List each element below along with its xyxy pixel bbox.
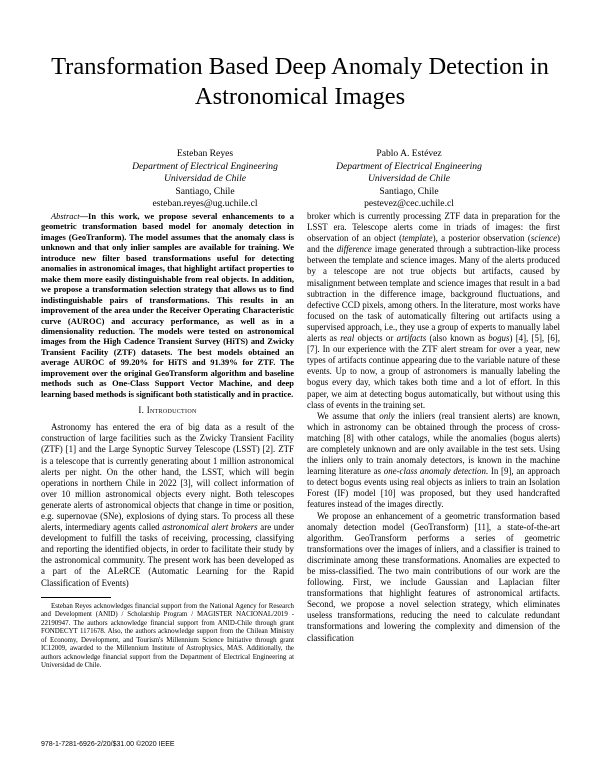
author-city: Santiago, Chile (175, 185, 235, 197)
abstract-label: Abstract (51, 211, 80, 221)
body-paragraph: We assume that only the inliers (real transient alerts) are known, which in astronomy can be obtained through the process of cross-matching [8] with other catalogs, while the anomalies (bogus alerts) are completely unknown and are only available in the test sets. Using the inliers only to train anomaly detectors, is known in the machine learning literature as one-class anomaly detection. In [9], an approach to detect bogus events using real objects as inliers to train an Isolation Forest (IF) model [10] was proposed, but they used handcrafted features instead of the images directly. (307, 410, 561, 510)
footnote-rule (41, 597, 111, 598)
author-name: Esteban Reyes (176, 148, 234, 159)
paper-title: Transformation Based Deep Anomaly Detection in Astronomical Images (51, 53, 549, 110)
abstract (41, 211, 294, 399)
right-column (307, 211, 560, 644)
author-block-1 (105, 148, 305, 211)
author-university: Universidad de Chile (163, 173, 247, 185)
abstract-text: —In this work, we propose several enhancements to a geometric transformation based model for anomaly detection in images (GeoTranform). The model assumes that the anomaly class is unknown and that only inlier samples are available for training. We introduce new filter based transformations useful for detecting anomalies in astronomical images, that highlight artifact properties to make them more easily distinguishable from real objects. In addition, we propose a transformation selection strategy that allows us to find indistinguishable pairs of transformations. This results in an improvement of the area under the Receiver Operating Characteristic curve (AUROC) and accuracy performance, as well as in a dimensionality reduction. The models were tested on astronomical images from the High Cadence Transient Survey (HiTS) and Zwicky Transient Facility (ZTF) datasets. The best models obtained an average AUROC of 99.20% for HiTS and 91.39% for ZTF. The improvement over the original GeoTransform algorithm and baseline methods such as One-Class Support Vector Machine, and deep learning based methods is significant both statistically and in practice. (41, 211, 294, 399)
author-block-2 (309, 148, 509, 211)
isbn-footer: 978-1-7281-6926-2/20/$31.00 ©2020 IEEE (41, 741, 175, 748)
author-university: Universidad de Chile (367, 173, 451, 185)
author-department: Department of Electrical Engineering (336, 160, 482, 172)
author-email: pestevez@cec.uchile.cl (364, 198, 454, 210)
author-email: esteban.reyes@ug.uchile.cl (152, 198, 258, 210)
intro-paragraph: Astronomy has entered the era of big data as a result of the construction of large facilities such as the Zwicky Transient Facility (ZTF) [1] and the Large Synoptic Survey Telescope (LSST) [2]. ZTF is a telescope that is currently generating about 1 million astronomical alerts per night. On the other hand, the LSST, which will begin operations in northern Chile in 2022 [3], will collect information of over 10 million astronomical objects every night. Both telescopes generate alerts of astronomical objects that change in time or position, e.g. supernovae (SNe), explosions of dying stars. To process all these alerts, intermediary agents called astronomical alert brokers are under development to fulfill the tasks of receiving, processing, classifying and reporting the identified objects, in order to facilitate their study by the astronomical community. The present work has been developed as a part of the ALeRCE (Automatic Learning for the Rapid Classification of Events) (41, 422, 294, 588)
author-department: Department of Electrical Engineering (132, 160, 278, 172)
body-paragraph: broker which is currently processing ZTF data in preparation for the LSST era. Telescope alerts come in triads of images: the first observation of an object (template), a posterior observation (science) and the difference image generated through a subtraction-like process between the template and science images. Many of the alerts produced by a telescope are not true objects but artifacts, caused by misalignment between template and science images that result in a bad subtraction in the difference image, background fluctuations, and defective CCD pixels, among others. In the literature, most works have focused on the task of automatically filtering out artifacts using a supervised approach, i.e., they use a group of experts to manually label alerts as real objects or artifacts (also known as bogus) [4], [5], [6], [7]. In our experience with the ZTF alert stream for over a year, new types of artifacts continue appearing due to the variable nature of these events. Up to now, a group of astronomers is manually labeling the bogus every day, which takes both time and a lot of effort. In this paper, we aim at detecting bogus automatically, but without using this class of events in the training set. (307, 211, 560, 410)
section-heading (41, 405, 294, 416)
author-name: Pablo A. Estévez (376, 148, 442, 159)
footnote: Esteban Reyes acknowledges financial support from the National Agency for Research and Development (ANID) / Scholarship Program / MAGISTER NACIONAL/2019 - 22190947. The authors acknowledge financial support from ANID-Chile through grant FONDECYT 1171678. Also, the authors acknowledge support from the Chilean Ministry of Economy, Development, and Tourism's Millennium Science Initiative through grant IC12009, awarded to the Millennium Institute of Astrophysics, MAS. Additionally, the authors acknowledge financial support from the Department of Electrical Engineering at Universidad de Chile. (41, 602, 294, 670)
body-paragraph: We propose an enhancement of a geometric transformation based anomaly detection model (GeoTransform) [11], a state-of-the-art algorithm. GeoTransform performs a series of geometric transformations over the images of inliers, and a classifier is trained to discriminate among these transformations. Anomalies are expected to be miss-classified. The two main contributions of our work are the following. First, we include Gaussian and Laplacian filter transformations that highlight features of astronomical artifacts. Second, we propose a novel selection strategy, which eliminates useless transformations, reducing the need to calculate redundant transformations and lowering the complexity and dimension of the classification (307, 510, 560, 643)
section-title: Introduction (146, 405, 197, 416)
section-number: I. (138, 405, 145, 416)
left-column (41, 211, 294, 671)
author-city: Santiago, Chile (379, 185, 439, 197)
